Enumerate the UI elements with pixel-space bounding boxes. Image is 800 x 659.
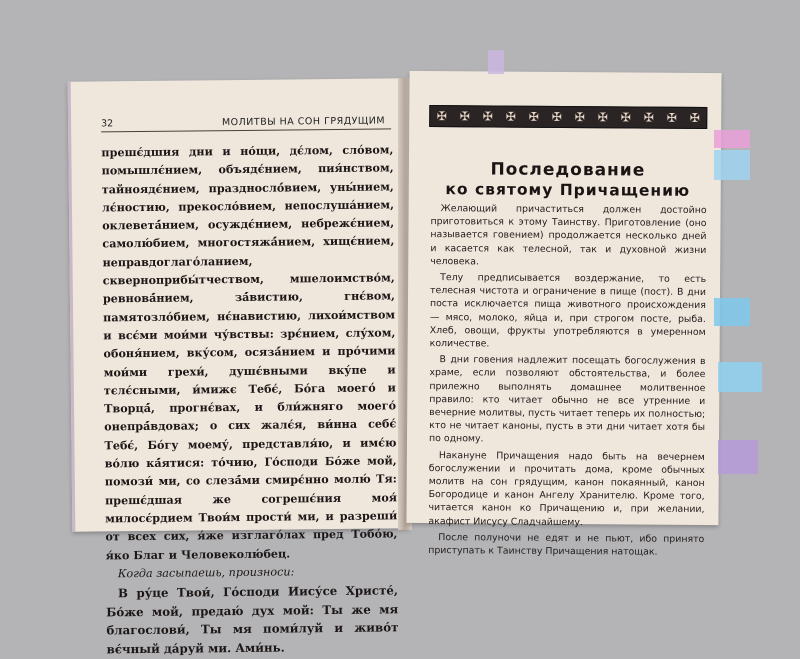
ornament-cross-icon: ✠ <box>482 109 493 124</box>
sticky-tab-blue <box>714 150 750 180</box>
ornament-cross-icon: ✠ <box>574 110 585 125</box>
heading-line-2: ко святому Причащению <box>445 180 691 200</box>
sticky-tab-purple <box>718 440 758 474</box>
paragraph: Накануне Причащения надо быть на вечернем богослужении и прочитать дома, кроме обычных молитв на сон грядущим, канон покаянный, канон Богородице и канон Ангелу Хранителю. Кроме того, читается канон ко Причащению и, при желании, акафист Иисусу Сладчайшему. <box>428 449 705 528</box>
sticky-tab-blue <box>718 362 762 392</box>
ornament-cross-icon: ✠ <box>643 110 654 125</box>
ornament-cross-icon: ✠ <box>436 109 447 124</box>
ornament-cross-icon: ✠ <box>597 110 608 125</box>
running-head <box>101 110 391 132</box>
ornament-band <box>429 105 707 129</box>
ornament-cross-icon: ✠ <box>505 109 516 124</box>
prayer-paragraph: прешє́дшия дни и но́щи, дє́лом, сло́вом, помышлє́нием, объядє́нием, пия́нством, тайноядє́нием, празднослó́вием, уны́нием, лє́ностию, прекосло́вием, непослуша́нием, оклеветá́нием, осуждє́нием, небрежє́нием, самолю́бием, многостяжá́нием, хищє́нием, неправдоглаго́ланием, скверноприбы́тчеством, мшелоимство́м, ревновá́нием, зá́вистию, гнє́вом, памятозло́бием, нє́навистию, лихои́мством и всє́ми мои́ми чу́вствы: зрє́нием, слу́хом, обоня́нием, вку́сом, осязá́нием и про́чими мои́ми грехи́, душє́вными вку́пе и тєлє́сными, и́мижє Тебє́, Бо́га моего́ и Творцá́, прогнє́вах, и бли́жняго моего́ онепрá́вдовах; о сих жалє́я, ви́нна себє́ Тебє́, Бо́гу моему́, представля́ю, и имє́ю во́лю кá́ятися: то́чию, Го́споди Бо́же мой, помози́ ми, со слезá́ми смирє́нно молю́ Тя: прешє́дшая же согрешє́ния моя́ милосє́рдием Твои́м прости́ ми, и разреши́ от всех сих, я́же изглаго́лах пред Тобо́ю, я́ко Благ и Человеколю́бец. <box>101 142 398 562</box>
ornament-cross-icon: ✠ <box>620 110 631 125</box>
ornament-cross-icon: ✠ <box>666 110 677 125</box>
ornament-cross-icon: ✠ <box>689 110 700 125</box>
right-page-text <box>428 202 706 562</box>
page-number: 32 <box>101 118 114 130</box>
sticky-tab-pink <box>714 130 750 148</box>
paragraph: Желающий причаститься должен достойно приготовиться к этому Таинству. Приготовление (оно называется говением) продолжается несколько дней и касается как телесной, так и духовной жизни человека. <box>430 203 707 268</box>
paragraph: После полуночи не едят и не пьют, ибо принято приступать к Таинству Причащения натощак. <box>428 532 705 558</box>
rubric: Когда засыпаешь, произноси: <box>117 565 295 581</box>
bedtime-prayer: В ру́це Твои́, Го́споди Иису́се Христе́, Бо́же мой, предаю́ дух мой: Ты же мя благослови́, Ты мя поми́луй и живо́т вє́чный да́руй ми. Ами́нь. <box>106 583 399 657</box>
right-page <box>406 71 721 558</box>
paragraph: В дни говения надлежит посещать богослужения в храме, если позволяют обстоятельства, и более прилежно выполнять домашнее молитвенное правило: кто читает обычно не все утренние и вечерние молитвы, пусть читает теперь их полностью; кто не читает каноны, пусть в эти дни читает хотя бы по одному. <box>428 354 706 445</box>
ornament-cross-icon: ✠ <box>459 109 470 124</box>
open-book <box>70 72 726 657</box>
heading-line-1: Последование <box>490 159 646 181</box>
ornament-cross-icon: ✠ <box>528 109 539 124</box>
running-head-title: МОЛИТВЫ НА СОН ГРЯДУЩИМ <box>221 115 386 129</box>
chapter-heading <box>429 159 707 201</box>
sticky-tab-blue <box>714 298 750 326</box>
ornament-cross-icon: ✠ <box>551 109 562 124</box>
left-page <box>68 78 410 657</box>
sticky-tab-lavender <box>488 50 504 74</box>
paragraph: Телу предписывается воздержание, то есть телесная чистота и ограничение в пище (пост). В дни поста исключается пища животного происхождения — мясо, молоко, яйца и, при строгом посте, рыба. Хлеб, овощи, фрукты употребляются в умеренном количестве. <box>429 272 707 350</box>
